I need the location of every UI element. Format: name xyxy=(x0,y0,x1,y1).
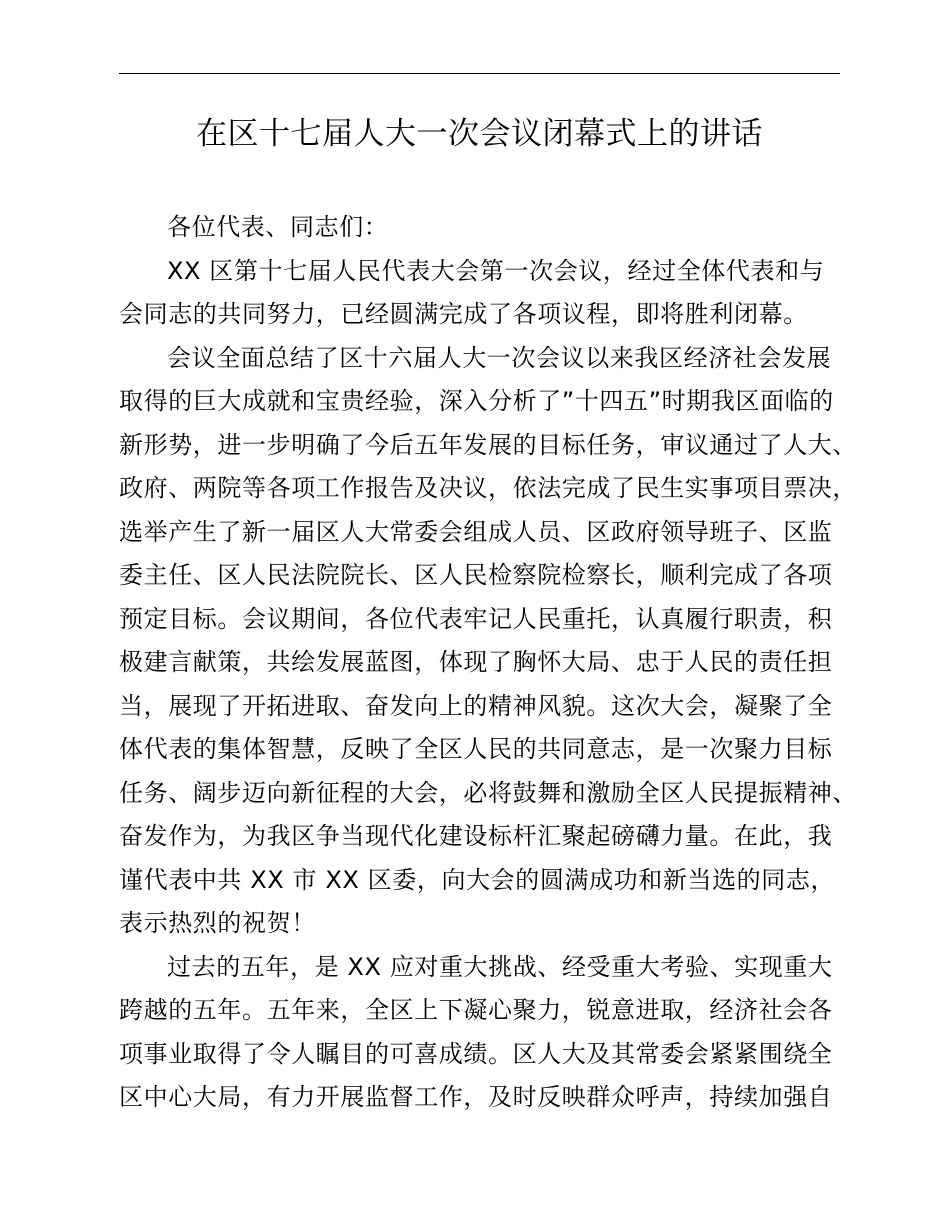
text-line: 预定目标。会议期间，各位代表牢记人民重托，认真履行职责，积 xyxy=(119,604,833,633)
text-line: 谨代表中共 XX 市 XX 区委，向大会的圆满成功和新当选的同志， xyxy=(119,865,836,894)
header-rule xyxy=(119,73,840,74)
page-title: 在区十七届人大一次会议闭幕式上的讲话 xyxy=(196,116,763,152)
text-line: 选举产生了新一届区人大常委会组成人员、区政府领导班子、区监 xyxy=(119,517,833,546)
text-line: 委主任、区人民法院院长、区人民检察院检察长，顺利完成了各项 xyxy=(119,561,833,589)
text-line: 政府、两院等各项工作报告及决议，依法完成了民生实事项目票决， xyxy=(119,474,857,502)
text-line: 新形势，进一步明确了今后五年发展的目标任务，审议通过了人大、 xyxy=(119,430,857,459)
document-body xyxy=(119,206,864,1120)
text-line: 会议全面总结了区十六届人大一次会议以来我区经济社会发展 xyxy=(167,343,832,372)
text-line: 跨越的五年。五年来，全区上下凝心聚力，锐意进取，经济社会各 xyxy=(119,996,833,1024)
text-line: 过去的五年，是 XX 应对重大挑战、经受重大考验、实现重大 xyxy=(167,952,833,981)
text-line: 会同志的共同努力，已经圆满完成了各项议程，即将胜利闭幕。 xyxy=(119,300,808,328)
text-line: 取得的巨大成就和宝贵经验，深入分析了”十四五”时期我区面临的 xyxy=(119,387,834,415)
text-line: XX 区第十七届人民代表大会第一次会议，经过全体代表和与 xyxy=(167,256,825,285)
text-line: 区中心大局，有力开展监督工作，及时反映群众呼声，持续加强自 xyxy=(119,1083,833,1111)
text-line: 各位代表、同志们： xyxy=(167,213,389,241)
text-line: 任务、阔步迈向新征程的大会，必将鼓舞和激励全区人民提振精神、 xyxy=(119,778,857,807)
text-line: 表示热烈的祝贺！ xyxy=(119,909,316,937)
text-line: 体代表的集体智慧，反映了全区人民的共同意志，是一次聚力目标 xyxy=(119,735,833,763)
text-line: 项事业取得了令人瞩目的可喜成绩。区人大及其常委会紧紧围绕全 xyxy=(119,1039,833,1068)
text-line: 极建言献策，共绘发展蓝图，体现了胸怀大局、忠于人民的责任担 xyxy=(119,648,833,676)
text-line: 当，展现了开拓进取、奋发向上的精神风貌。这次大会，凝聚了全 xyxy=(119,691,833,720)
text-line: 奋发作为，为我区争当现代化建设标杆汇聚起磅礴力量。在此，我 xyxy=(119,822,833,850)
